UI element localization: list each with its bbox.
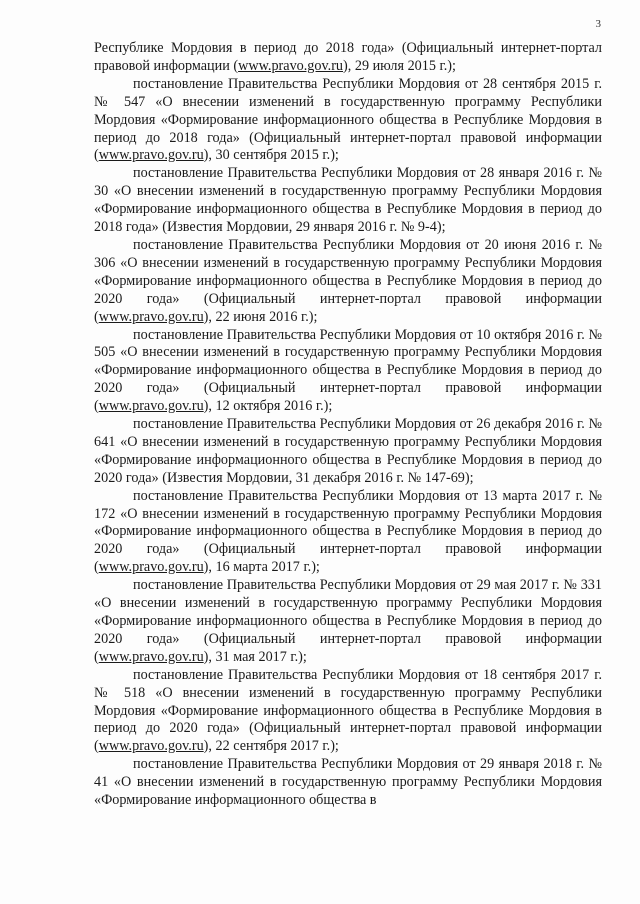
portal-url-link[interactable]: www.pravo.gov.ru [98, 147, 204, 164]
paragraph-text-tail: ), 16 марта 2017 г.); [203, 559, 320, 576]
legal-reference-paragraph [94, 165, 602, 237]
legal-reference-paragraph [94, 577, 602, 667]
paragraph-text-tail: ), 22 июня 2016 г.); [203, 308, 318, 325]
paragraph-text-tail: ), 29 июля 2015 г.); [343, 57, 456, 74]
paragraph-text: постановление Правительства Республики Мордовия от 29 мая 2017 г. № 331 «О внесении изменений в государственную программу Республики Мордовия «Формирование информационного общества в Республике Мордовия в период до 2020 года» (Официальный интернет-портал правовой информации ( [94, 577, 602, 665]
portal-url-link[interactable]: www.pravo.gov.ru [98, 559, 204, 576]
paragraph-text: постановление Правительства Республики Мордовия от 26 декабря 2016 г. № 641 «О внесении изменений в государственную программу Республики Мордовия «Формирование информационного общества в Республике Мордовия в период до 2020 года» (Известия Мордовии, 31 декабря 2016 г. № 147-69); [94, 416, 602, 486]
portal-url-link[interactable]: www.pravo.gov.ru [98, 308, 204, 325]
document-body [94, 40, 602, 810]
legal-reference-paragraph [94, 237, 602, 327]
paragraph-text-tail: ), 22 сентября 2017 г.); [203, 738, 339, 755]
paragraph-text: постановление Правительства Республики Мордовия от 28 января 2016 г. № 30 «О внесении изменений в государственную программу Республики Мордовия «Формирование информационного общества в Республике Мордовия в период до 2018 года» (Известия Мордовии, 29 января 2016 г. № 9-4); [94, 165, 602, 236]
paragraph-text: постановление Правительства Республики Мордовия от 18 сентября 2017 г. № 518 «О внесении изменений в государственную программу Республики Мордовия «Формирование информационного общества в Республике Мордовия в период до 2020 года» (Официальный интернет-портал правовой информации ( [94, 666, 602, 755]
legal-reference-paragraph [94, 327, 602, 417]
legal-reference-paragraph [94, 667, 602, 757]
legal-reference-paragraph [94, 40, 602, 76]
legal-reference-paragraph [94, 76, 602, 166]
portal-url-link[interactable]: www.pravo.gov.ru [238, 57, 344, 74]
paragraph-text: Республике Мордовия в период до 2018 года» (Официальный интернет-портал правовой информации ( [94, 40, 602, 74]
legal-reference-paragraph [94, 416, 602, 488]
paragraph-text: постановление Правительства Республики Мордовия от 13 марта 2017 г. № 172 «О внесении изменений в государственную программу Республики Мордовия «Формирование информационного общества в Республике Мордовия в период до 2020 года» (Официальный интернет-портал правовой информации ( [94, 487, 602, 576]
paragraph-text-tail: ), 31 мая 2017 г.); [203, 648, 307, 665]
paragraph-text-tail: ), 12 октября 2016 г.); [203, 398, 333, 415]
paragraph-text: постановление Правительства Республики Мордовия от 29 января 2018 г. № 41 «О внесении изменений в государственную программу Республики Мордовия «Формирование информационного общества в [94, 756, 602, 809]
paragraph-text-tail: ), 30 сентября 2015 г.); [203, 147, 339, 164]
legal-reference-paragraph [94, 756, 602, 810]
portal-url-link[interactable]: www.pravo.gov.ru [98, 398, 204, 415]
portal-url-link[interactable]: www.pravo.gov.ru [98, 648, 204, 665]
paragraph-text: постановление Правительства Республики Мордовия от 20 июня 2016 г. № 306 «О внесении изменений в государственную программу Республики Мордовия «Формирование информационного общества в Республике Мордовия в период до 2020 года» (Официальный интернет-портал правовой информации ( [94, 236, 602, 325]
portal-url-link[interactable]: www.pravo.gov.ru [98, 738, 204, 755]
page-number: 3 [595, 18, 601, 30]
legal-reference-paragraph [94, 488, 602, 578]
paragraph-text: постановление Правительства Республики Мордовия от 10 октября 2016 г. № 505 «О внесении изменений в государственную программу Республики Мордовия «Формирование информационного общества в Республике Мордовия в период до 2020 года» (Официальный интернет-портал правовой информации ( [94, 326, 602, 415]
paragraph-text: постановление Правительства Республики Мордовия от 28 сентября 2015 г. № 547 «О внесении изменений в государственную программу Республики Мордовия «Формирование информационного общества в Республике Мордовия в период до 2018 года» (Официальный интернет-портал правовой информации ( [94, 75, 602, 164]
